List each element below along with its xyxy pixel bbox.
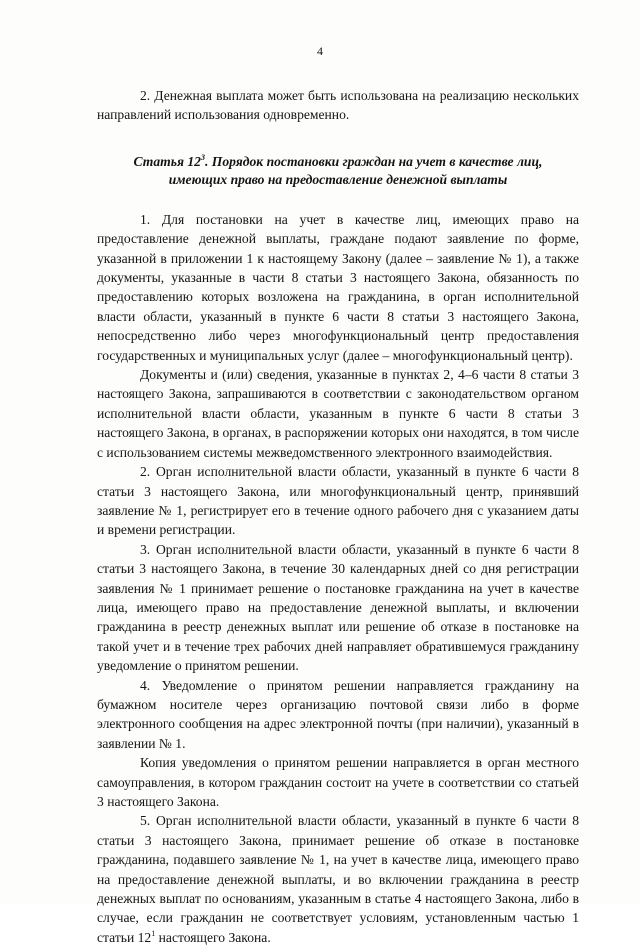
page-number: 4 [317, 44, 323, 58]
paragraph-1: 1. Для постановки на учет в качестве лиц, имеющих право на предоставление денежной выплаты, граждане подают заявление по форме, указанной в приложении 1 к настоящему Закону (далее – заявление № 1), а также документы, указанные в части 8 статьи 3 настоящего Закона, обязанность по предоставлению которых возложена на гражданина, в орган исполнительной власти области, указанный в пункте 6 части 8 статьи 3 настоящего Закона, непосредственно либо через многофункциональный центр предоставления государственных и муниципальных услуг (далее – многофункциональный центр). [97, 211, 579, 363]
article-heading [97, 153, 579, 190]
paragraph-7-superscript: 1 [151, 928, 156, 938]
article-title-line1-rest: . Порядок постановки граждан на учет в качестве лиц, [204, 153, 543, 169]
article-heading-line-1 [97, 153, 579, 172]
paragraph-3: 2. Орган исполнительной власти области, указанный в пункте 6 части 8 статьи 3 настоящего Закона, или многофункциональный центр, принявший заявление № 1, регистрирует его в течение одного рабочего дня с указанием даты и времени регистрации. [97, 464, 579, 538]
article-title-superscript: 3 [200, 152, 205, 162]
paragraph-6: Копия уведомления о принятом решении направляется в орган местного самоуправления, в котором гражданин состоит на учете в соответствии со статьей 3 настоящего Закона. [97, 755, 579, 809]
paragraph-7-tail: настоящего Закона. [155, 929, 271, 945]
paragraph-7 [97, 811, 579, 947]
intro-paragraph: 2. Денежная выплата может быть использована на реализацию нескольких направлений использования одновременно. [97, 88, 579, 123]
article-heading-line-2: имеющих право на предоставление денежной выплаты [168, 172, 508, 188]
document-body [97, 86, 579, 947]
paragraph-2: Документы и (или) сведения, указанные в пунктах 2, 4–6 части 8 статьи 3 настоящего Закона, запрашиваются в соответствии с законодательством органом исполнительной власти области, указанным в пункте 6 части 8 статьи 3 настоящего Закона, в органах, в распоряжении которых они находятся, в том числе с использованием системы межведомственного электронного взаимодействия. [97, 367, 579, 460]
paragraph-5: 4. Уведомление о принятом решении направляется гражданину на бумажном носителе через организацию почтовой связи либо в форме электронного сообщения на адрес электронной почты (при наличии), указанный в заявлении № 1. [97, 677, 579, 751]
paragraph-7-main: 5. Орган исполнительной власти области, указанный в пункте 6 части 8 статьи 3 настоящего Закона, принимает решение об отказе в постановке гражданина, подавшего заявление № 1, на учет в качестве лица, имеющего право на предоставление денежной выплаты, и во включении гражданина в реестр денежных выплат по основаниям, указанным в статье 4 настоящего Закона, либо в случае, если гражданин не соответствует условиям, установленным частью 1 статьи 12 [97, 813, 579, 945]
article-title-prefix: Статья 12 [133, 153, 201, 169]
paragraph-4: 3. Орган исполнительной власти области, указанный в пункте 6 части 8 статьи 3 настоящего Закона, в течение 30 календарных дней со дня регистрации заявления № 1 принимает решение о постановке гражданина на учет в качестве лица, имеющего право на предоставление денежной выплаты, и включении гражданина в реестр денежных выплат или решение об отказе в постановке на такой учет и в течение трех рабочих дней направляет обратившемуся гражданину уведомление о принятом решении. [97, 541, 579, 674]
